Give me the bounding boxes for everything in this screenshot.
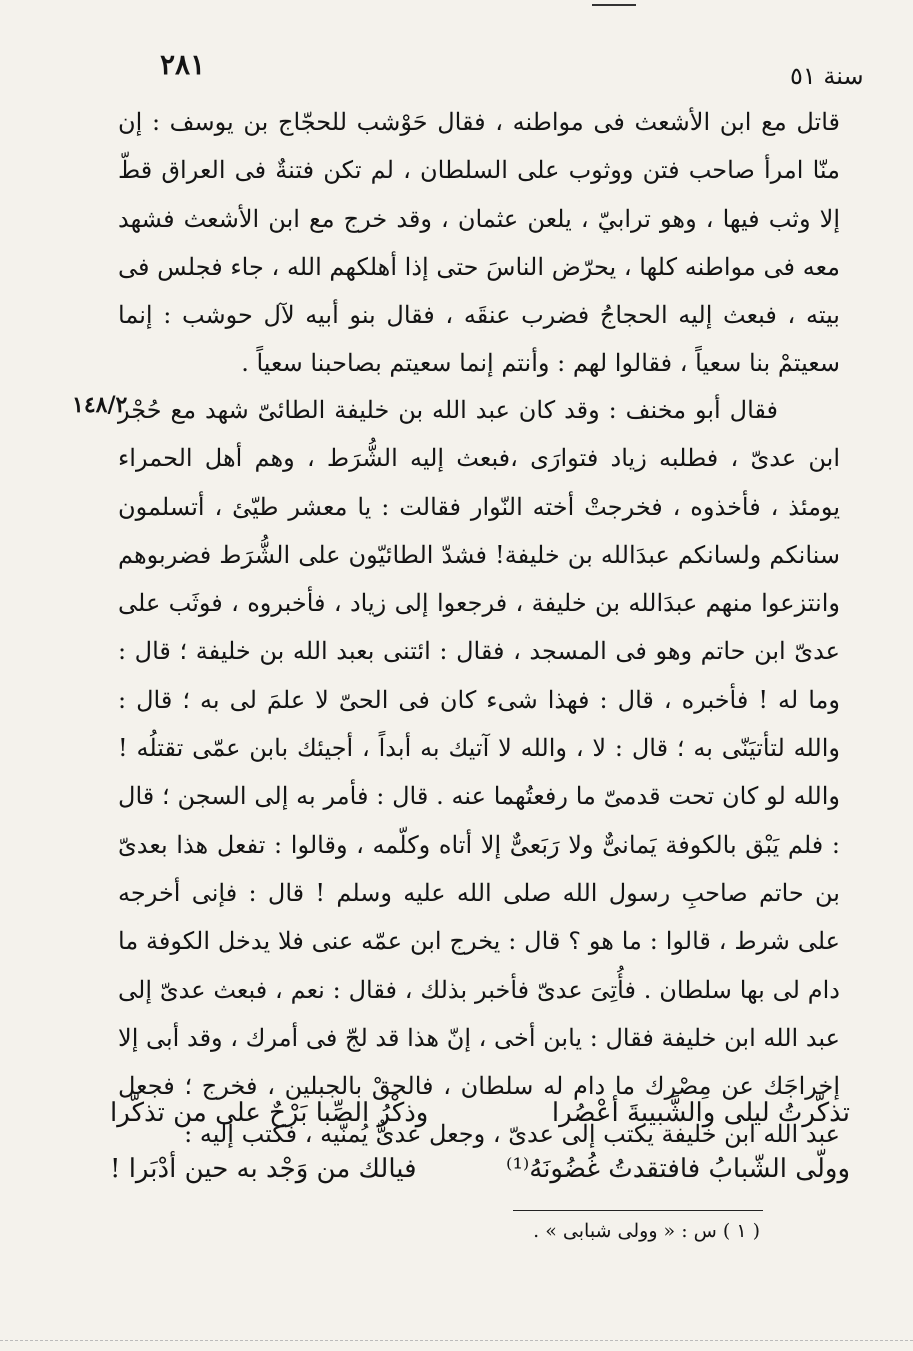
hemistich-left: فيالك من وَجْد به حين أدْبَرا ! bbox=[110, 1154, 417, 1184]
paragraph-1 bbox=[118, 98, 840, 388]
paragraph-2 bbox=[118, 386, 840, 1159]
poem-verse bbox=[110, 1098, 850, 1154]
paragraph-1-text: قاتل مع ابن الأشعث فى مواطنه ، فقال حَوْشب للحجّاج بن يوسف : إن منّا امرأ صاحب فتن ووثوب على السلطان ، لم تكن فتنةٌ فى العراق قطّ إلا وثب فيها ، وهو ترابيّ ، يلعن عثمان ، وقد خرج مع ابن الأشعث فشهد معه فى مواطنه كلها ، يحرّض الناسَ حتى إذا أهلكهم الله ، جاء فجلس فى بيته ، فبعث إليه الحجاجُ فضرب عنقَه ، فقال بنو أبيه لآل حوشب : إنما سعيتمْ بنا سعياً ، فقالوا لهم : وأنتم إنما سعيتم بصاحبنا سعياً . bbox=[118, 108, 840, 378]
poem-verse bbox=[110, 1154, 850, 1210]
margin-reference: ١٤٨/٢ bbox=[72, 392, 128, 418]
paragraph-2-text: فقال أبو مخنف : وقد كان عبد الله بن خليفة الطائىّ شهد مع حُجْر ابن عدىّ ، فطلبه زياد فتوارَى ،فبعث إليه الشُّرَط ، وهم أهل الحمراء يومئذ ، فأخذوه ، فخرجتْ أخته النّوار فقالت : يا معشر طيّئ ، أتسلمون سنانكم ولسانكم عبدَالله بن خليفة! فشدّ الطائيّون على الشُّرَط فضربوهم وانتزعوا منهم عبدَالله بن خليفة ، فرجعوا إلى زياد ، فأخبروه ، فوثَب على عدىّ ابن حاتم وهو فى المسجد ، فقال : ائتنى بعبد الله بن خليفة ؛ قال : وما له ! فأخبره ، قال : فهذا شىء كان فى الحىّ لا علمَ لى به ؛ قال : والله لتأتيَنّى به ؛ قال : لا ، والله لا آتيك به أبداً ، أجيئك بابن عمّى تقتلُه ! والله لو كان تحت قدمىّ ما رفعتُهما عنه . قال : فأمر به إلى السجن ؛ قال : فلم يَبْق بالكوفة يَمانىٌّ ولا رَبَعىٌّ إلا أتاه وكلّمه ، وقالوا : تفعل هذا بعدىّ بن حاتم صاحبِ رسول الله صلى الله عليه وسلم ! قال : فإنى أخرجه على شرط ، قالوا : ما هو ؟ قال : يخرج ابن عمّه عنى فلا يدخل الكوفة ما دام لى بها سلطان . فأُتِىَ عدىّ فأخبر بذلك ، فقال : نعم ، فبعث عدىّ إلى عبد الله ابن خليفة فقال : يابن أخى ، إنّ هذا قد لجّ فى أمرك ، وقد أبى إلا إخراجَك عن مِصْرك ما دام له سلطان ، فالحقْ بالجبلين ، فخرج ؛ فجعل عبد الله ابن خليفة يكتب إلى عدىّ ، وجعل عدىٌّ يُمنّيه ، فكتب إليه : bbox=[118, 396, 840, 1149]
poem bbox=[110, 1098, 850, 1210]
hemistich-left: وذكْرُ الصِّبا بَرْحٌ على من تذكّرا bbox=[110, 1098, 429, 1128]
footnote: ( ١ ) س : « وولى شبابى » . bbox=[533, 1220, 760, 1242]
running-header-year: سنة ٥١ bbox=[790, 62, 864, 90]
hemistich-right: تذكّرتُ ليلى والشَّبيبةَ أعْصُرا bbox=[551, 1098, 850, 1128]
hemistich-right: وولّى الشّبابُ فافتقدتُ غُضُونَهُ⁽¹⁾ bbox=[506, 1154, 850, 1184]
footnote-divider bbox=[513, 1210, 763, 1211]
top-rule bbox=[592, 4, 636, 6]
page-number: ٢٨١ bbox=[160, 48, 206, 81]
bottom-edge-rule bbox=[0, 1340, 913, 1342]
